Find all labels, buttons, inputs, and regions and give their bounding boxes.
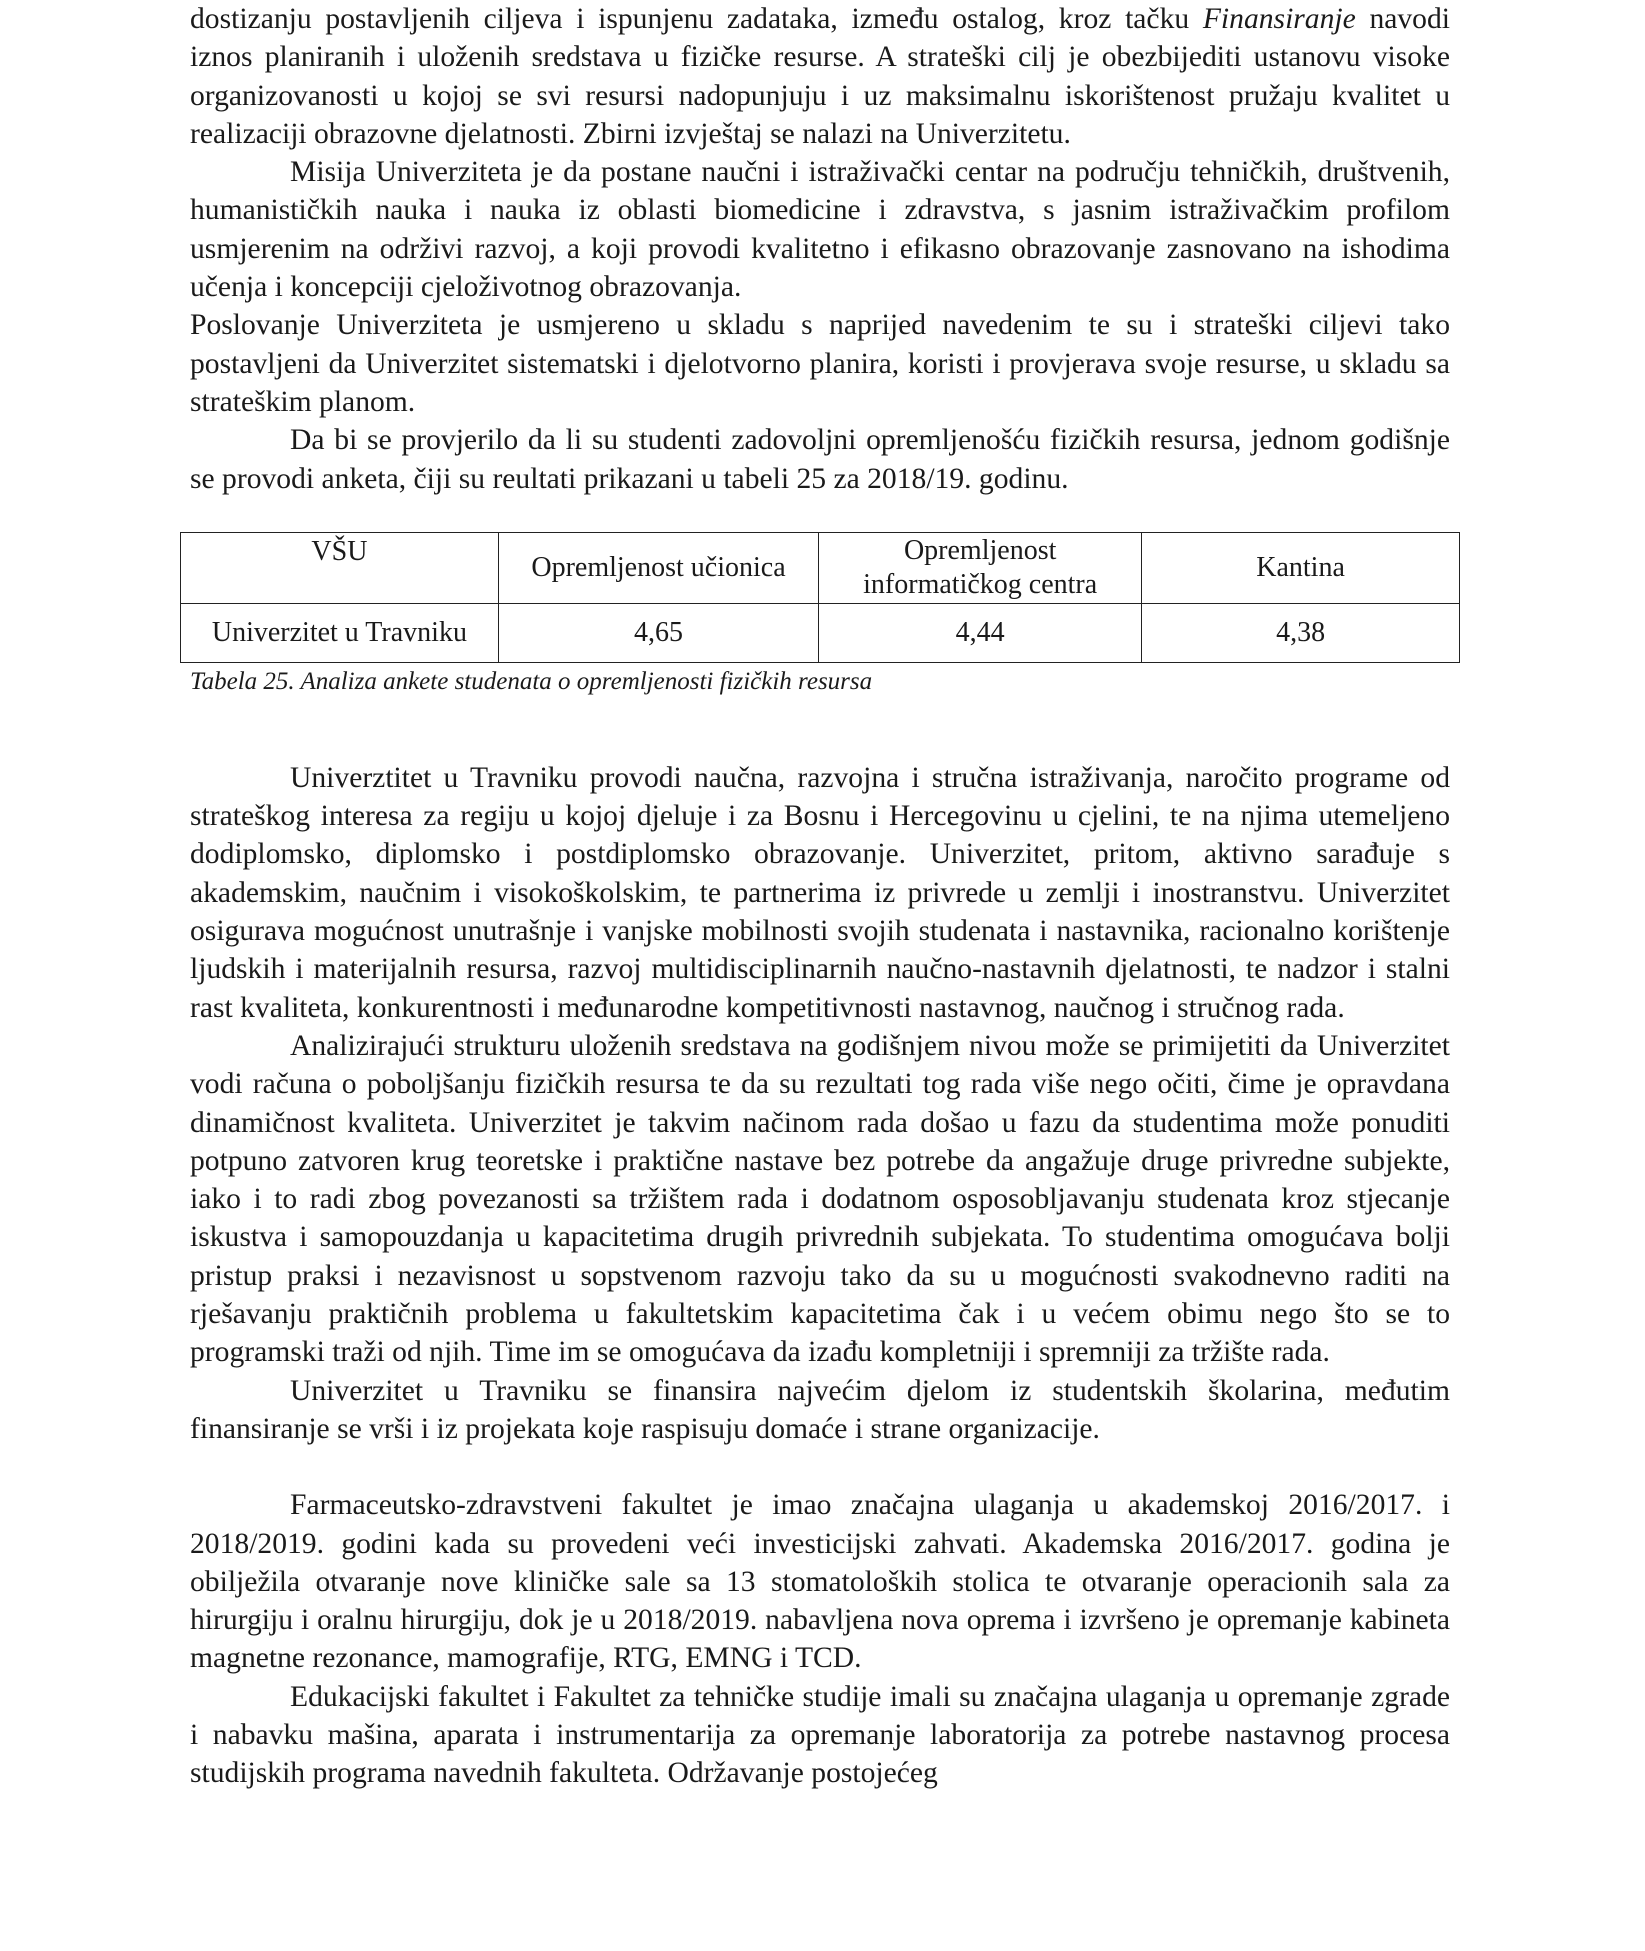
paragraph-survey: Da bi se provjerilo da li su studenti zadovoljni opremljenošću fizičkih resursa, jednom godišnje se provodi anketa, čiji su reultati prikazani u tabeli 25 za 2018/19. godinu. — [190, 424, 1450, 495]
paragraph-education-faculty: Edukacijski fakultet i Fakultet za tehničke studije imali su značajna ulaganja u opremanje zgrade i nabavku mašina, aparata i instrumentarija za opremanje laboratorija za potrebe nastavnog procesa studijskih programa navednih fakulteta. Održavanje postojećeg — [190, 1680, 1450, 1790]
table-cell: 4,38 — [1142, 603, 1460, 662]
paragraph-financing — [190, 0, 1450, 153]
paragraph-text: navodi iznos planiranih i uloženih sredstava u fizičke resurse. A strateški cilj je obezbijediti ustanovu visoke organizovanosti u kojoj se svi resursi nadopunjuju i uz maksimalnu iskorištenost pružaju kvalitet u realizaciji obrazovne djelatnosti. Zbirni izvještaj se nalazi na Univerzitetu. — [190, 3, 1450, 150]
paragraph-business: Poslovanje Univerziteta je usmjereno u skladu s naprijed navedenim te su i strateški ciljevi tako postavljeni da Univerzitet sistematski i djelotvorno planira, koristi i provjerava svoje resurse, u skladu sa strateškim planom. — [190, 309, 1450, 418]
paragraph-text: dostizanju postavljenih ciljeva i ispunjenu zadataka, između ostalog, kroz tačku — [190, 3, 1203, 35]
paragraph-mission: Misija Univerziteta je da postane naučni i istraživački centar na području tehničkih, društvenih, humanističkih nauka i nauka iz oblasti biomedicine i zdravstva, s jasnim istraživačkim profilom usmjerenim na održivi razvoj, a koji provodi kvalitetno i efikasno obrazovanje zasnovano na ishodima učenja i koncepciji cjeloživotnog obrazovanja. — [190, 156, 1450, 304]
table-cell: 4,65 — [498, 603, 818, 662]
table-header-cell: Opremljenost učionica — [498, 532, 818, 603]
paragraph-analysis: Analizirajući strukturu uloženih sredstava na godišnjem nivou može se primijetiti da Univerzitet vodi računa o poboljšanju fizičkih resursa te da su rezultati tog rada više nego očiti, čime je opravdana dinamičnost kvaliteta. Univerzitet je takvim načinom rada došao u fazu da studentima može ponuditi potpuno zatvoren krug teoretske i praktične nastave bez potrebe da angažuje druge privredne subjekte, iako i to radi zbog povezanosti sa tržištem rada i dodatnom osposobljavanju studenata kroz stjecanje iskustva i samopouzdanja u kapacitetima drugih privrednih subjekata. To studentima omogućava bolji pristup praksi i nezavisnost u sopstvenom razvoju tako da su u mogućnosti svakodnevno raditi na rješavanju praktičnih problema u fakultetskim kapacitetima čak i u većem obimu nego što se to programski traži od njih. Time im se omogućava da izađu kompletniji i spremniji za tržište rada. — [190, 1029, 1450, 1369]
paragraph-funding: Univerzitet u Travniku se finansira najvećim djelom iz studentskih školarina, međutim finansiranje se vrši i iz projekata koje raspisuju domaće i strane organizacije. — [190, 1374, 1450, 1445]
document-page — [190, 0, 1450, 1793]
table-cell: Univerzitet u Travniku — [181, 603, 499, 662]
table-header-cell: VŠU — [181, 532, 499, 603]
table-header-cell: Kantina — [1142, 532, 1460, 603]
table-row — [181, 603, 1460, 662]
table-header-cell: Opremljenost informatičkog centra — [819, 532, 1142, 603]
paragraph-pharmacy-faculty: Farmaceutsko-zdravstveni fakultet je imao značajna ulaganja u akademskoj 2016/2017. i 2018/2019. godini kada su provedeni veći investicijski zahvati. Akademska 2016/2017. godina je obilježila otvaranje nove kliničke sale sa 13 stomatoloških stolica te otvaranje operacionih sala za hirurgiju i oralnu hirurgiju, dok je u 2018/2019. nabavljena nova oprema i izvršeno je opremanje kabineta magnetne rezonance, mamografije, RTG, EMNG i TCD. — [190, 1489, 1450, 1675]
survey-table — [180, 532, 1460, 663]
table-cell: 4,44 — [819, 603, 1142, 662]
italic-term: Finansiranje — [1202, 3, 1356, 35]
table-header-row — [181, 532, 1460, 603]
table-caption: Tabela 25. Analiza ankete studenata o opremljenosti fizičkih resursa — [190, 667, 873, 695]
paragraph-research: Univerztitet u Travniku provodi naučna, razvojna i stručna istraživanja, naročito programe od strateškog interesa za regiju u kojoj djeluje i za Bosnu i Hercegovinu u cjelini, te na njima utemeljeno dodiplomsko, diplomsko i postdiplomsko obrazovanje. Univerzitet, pritom, aktivno sarađuje s akademskim, naučnim i visokoškolskim, te partnerima iz privrede u zemlji i inostranstvu. Univerzitet osigurava mogućnost unutrašnje i vanjske mobilnosti svojih studenata i nastavnika, racionalno korištenje ljudskih i materijalnih resursa, razvoj multidisciplinarnih naučno-nastavnih djelatnosti, te nadzor i stalni rast kvaliteta, konkurentnosti i međunarodne kompetitivnosti nastavnog, naučnog i stručnog rada. — [190, 761, 1450, 1024]
